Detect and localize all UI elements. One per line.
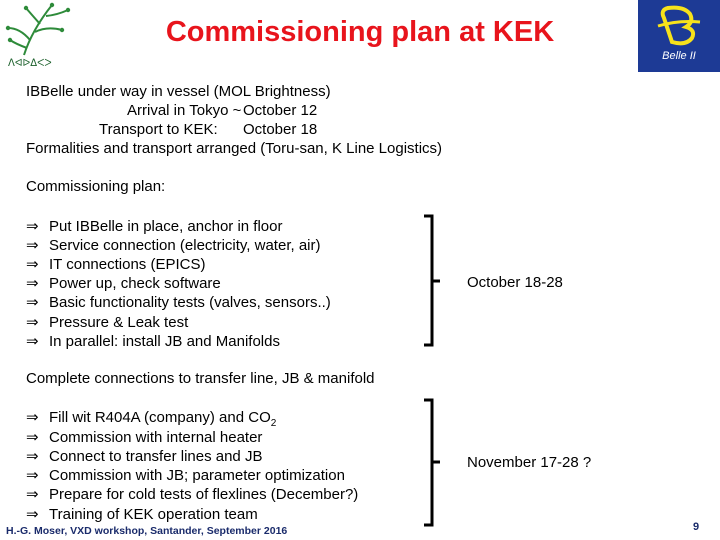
arrow-icon: ⇒ — [26, 505, 39, 523]
arrow-icon: ⇒ — [26, 274, 39, 292]
belle-ii-label: Belle II — [662, 50, 696, 62]
list-item: ⇒ Put IBBelle in place, anchor in floor — [26, 217, 283, 235]
transport-date: October 18 — [243, 121, 318, 138]
arrow-icon: ⇒ — [26, 293, 39, 311]
arrival-date: October 12 — [243, 102, 318, 119]
arrow-icon: ⇒ — [26, 217, 39, 235]
arrow-icon: ⇒ — [26, 408, 39, 426]
footer-text: H.-G. Moser, VXD workshop, Santander, September 2016 — [6, 525, 288, 537]
intro-line-4: Formalities and transport arranged (Toru-san, K Line Logistics) — [26, 140, 443, 157]
svg-text:ᐱᐊᐅᐃᐸᐳ: ᐱᐊᐅᐃᐸᐳ — [8, 58, 52, 69]
list-item: ⇒ Service connection (electricity, water, air) — [26, 236, 321, 254]
list-item: ⇒ Connect to transfer lines and JB — [26, 447, 263, 465]
arrow-icon: ⇒ — [26, 255, 39, 273]
list-item: ⇒ Prepare for cold tests of flexlines (December?) — [26, 485, 359, 503]
list-item: ⇒ Fill wit R404A (company) and $CO_2$ — [26, 408, 277, 429]
arrow-icon: ⇒ — [26, 428, 39, 446]
list-item: ⇒ Training of KEK operation team — [26, 505, 258, 523]
group2-date: November 17-28 ? — [467, 454, 592, 471]
arrival-label: Arrival in Tokyo ~ — [127, 102, 242, 119]
arrow-icon: ⇒ — [26, 466, 39, 484]
arrow-icon: ⇒ — [26, 332, 39, 350]
list-item: ⇒ Commission with JB; parameter optimization — [26, 466, 345, 484]
commissioning-heading: Commissioning plan: — [26, 178, 166, 195]
arrow-icon: ⇒ — [26, 236, 39, 254]
bracket-group1 — [424, 216, 432, 345]
list-item: ⇒ Power up, check software — [26, 274, 221, 292]
list-item: ⇒ In parallel: install JB and Manifolds — [26, 332, 280, 350]
list-item: ⇒ Pressure & Leak test — [26, 313, 189, 331]
complete-heading: Complete connections to transfer line, JB & manifold — [26, 370, 375, 387]
slide-title: Commissioning plan at KEK — [165, 16, 555, 48]
arrow-icon: ⇒ — [26, 485, 39, 503]
arrow-icon: ⇒ — [26, 313, 39, 331]
bracket-group2 — [424, 400, 432, 525]
arrow-icon: ⇒ — [26, 447, 39, 465]
list-item: ⇒ Commission with internal heater — [26, 428, 263, 446]
group1-date: October 18-28 — [467, 274, 563, 291]
page-number: 9 — [693, 521, 700, 533]
list-item: ⇒ Basic functionality tests (valves, sensors..) — [26, 293, 331, 311]
list-item: ⇒ IT connections (EPICS) — [26, 255, 206, 273]
transport-label: Transport to KEK: — [99, 121, 218, 138]
intro-line-1: IBBelle under way in vessel (MOL Brightness) — [26, 83, 331, 100]
